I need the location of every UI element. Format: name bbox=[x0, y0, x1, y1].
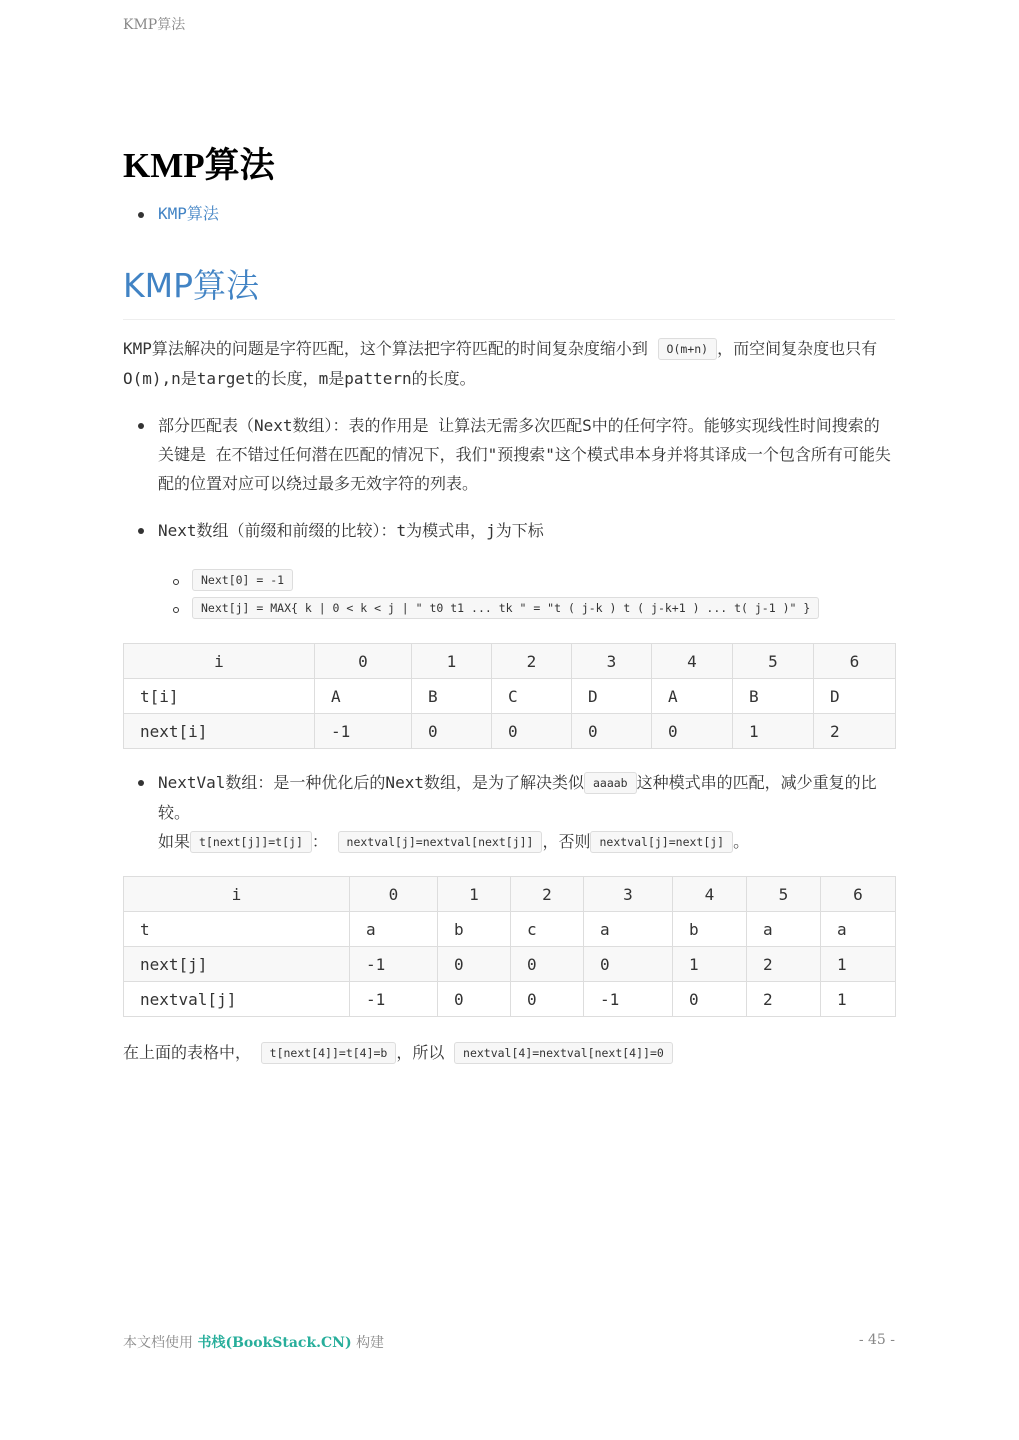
table-of-contents bbox=[123, 202, 219, 226]
table-header-cell: 4 bbox=[673, 877, 747, 912]
intro-paragraph bbox=[123, 334, 895, 393]
table-header-cell: 5 bbox=[747, 877, 821, 912]
footer-suffix: 构建 bbox=[356, 1335, 385, 1351]
table-cell: a bbox=[747, 912, 821, 947]
page-number: - 45 - bbox=[858, 1332, 895, 1348]
footer-brand-link[interactable]: 书栈(BookStack.CN) bbox=[197, 1335, 352, 1351]
table-cell: b bbox=[438, 912, 511, 947]
formula-list bbox=[158, 570, 819, 626]
table-cell: -1 bbox=[350, 982, 438, 1017]
table-row bbox=[124, 912, 896, 947]
table-header-row bbox=[124, 644, 896, 679]
table-header-cell: 6 bbox=[814, 644, 896, 679]
table-header-cell: 3 bbox=[584, 877, 673, 912]
nextval-lead: NextVal数组：是一种优化后的Next数组，是为了解决类似 bbox=[158, 773, 584, 792]
complexity-code: O(m+n) bbox=[658, 338, 718, 360]
then-code: nextval[j]=nextval[next[j]] bbox=[338, 831, 543, 853]
table-header-cell: i bbox=[124, 877, 350, 912]
table-cell: 2 bbox=[747, 947, 821, 982]
footer-credit bbox=[123, 1332, 384, 1352]
formula-item bbox=[158, 570, 819, 598]
toc-link-kmp[interactable]: KMP算法 bbox=[158, 204, 219, 223]
table-cell: 0 bbox=[584, 947, 673, 982]
table-cell: 0 bbox=[511, 947, 584, 982]
table-header-cell: 4 bbox=[652, 644, 733, 679]
bullet-list bbox=[123, 516, 895, 545]
intro-text: KMP算法解决的问题是字符匹配，这个算法把字符匹配的时间复杂度缩小到 bbox=[123, 339, 648, 358]
table-cell: 0 bbox=[511, 982, 584, 1017]
table-cell: a bbox=[821, 912, 896, 947]
table-cell: D bbox=[572, 679, 652, 714]
condition-code: t[next[j]]=t[j] bbox=[190, 831, 312, 853]
table-header-cell: 0 bbox=[350, 877, 438, 912]
table-cell: 0 bbox=[652, 714, 733, 749]
page-title: KMP算法 bbox=[123, 146, 275, 185]
else-code: nextval[j]=next[j] bbox=[590, 831, 733, 853]
table-cell: -1 bbox=[315, 714, 412, 749]
table-cell: B bbox=[733, 679, 814, 714]
bullet-nextval bbox=[123, 768, 895, 857]
table-cell: 0 bbox=[412, 714, 492, 749]
table-header-row bbox=[124, 877, 896, 912]
table-cell: D bbox=[814, 679, 896, 714]
table-cell: -1 bbox=[584, 982, 673, 1017]
table-cell: t bbox=[124, 912, 350, 947]
intro-text-tail: ，而空间复杂度也只有O(m),n是target的长度，m是pattern的长度。 bbox=[123, 339, 878, 388]
table-cell: 0 bbox=[438, 982, 511, 1017]
table-cell: 0 bbox=[438, 947, 511, 982]
table-cell: a bbox=[350, 912, 438, 947]
toc-item bbox=[123, 202, 219, 226]
nextval-tail: 这种模式串的匹配，减少重复的比较。 bbox=[158, 773, 877, 822]
example-code: aaaab bbox=[584, 772, 637, 794]
table-header-cell: 6 bbox=[821, 877, 896, 912]
table-cell: 0 bbox=[673, 982, 747, 1017]
table-cell: next[i] bbox=[124, 714, 315, 749]
table-cell: nextval[j] bbox=[124, 982, 350, 1017]
bullet-next-array: Next数组（前缀和前缀的比较）：t为模式串，j为下标 bbox=[123, 516, 895, 545]
formula-item bbox=[158, 598, 819, 626]
table-cell: -1 bbox=[350, 947, 438, 982]
colon: ： bbox=[311, 832, 328, 851]
table-cell: 0 bbox=[572, 714, 652, 749]
period: 。 bbox=[733, 832, 750, 851]
table-header-cell: 1 bbox=[412, 644, 492, 679]
table-cell: 1 bbox=[673, 947, 747, 982]
table-header-cell: i bbox=[124, 644, 315, 679]
bullet-partial-match: 部分匹配表（Next数组）：表的作用是 让算法无需多次匹配S中的任何字符。能够实现线性时间搜索的关键是 在不错过任何潜在匹配的情况下，我们"预搜索"这个模式串本身并将其译成一个包含所有可能失配的位置对应可以绕过最多无效字符的列表。 bbox=[123, 411, 895, 498]
table-cell: 1 bbox=[733, 714, 814, 749]
table-cell: b bbox=[673, 912, 747, 947]
section-heading: KMP算法 bbox=[123, 260, 895, 320]
conclusion-code-2: nextval[4]=nextval[next[4]]=0 bbox=[454, 1042, 673, 1064]
conclusion-lead: 在上面的表格中， bbox=[123, 1043, 252, 1062]
table-header-cell: 5 bbox=[733, 644, 814, 679]
table-cell: A bbox=[315, 679, 412, 714]
table-cell: B bbox=[412, 679, 492, 714]
formula-next-j: Next[j] = MAX{ k | 0 < k < j | " t0 t1 ... tk " = "t ( j-k ) t ( j-k+1 ) ... t( j-1 )" } bbox=[192, 597, 819, 619]
next-table bbox=[123, 643, 896, 749]
table-header-cell: 0 bbox=[315, 644, 412, 679]
footer-prefix: 本文档使用 bbox=[123, 1335, 193, 1351]
table-cell: 0 bbox=[492, 714, 572, 749]
conclusion-paragraph bbox=[123, 1038, 895, 1068]
formula-next-0: Next[0] = -1 bbox=[192, 569, 293, 591]
else-label: ，否则 bbox=[542, 832, 591, 851]
running-head: KMP算法 bbox=[123, 17, 186, 33]
table-cell: c bbox=[511, 912, 584, 947]
conclusion-code-1: t[next[4]]=t[4]=b bbox=[261, 1042, 397, 1064]
table-row bbox=[124, 947, 896, 982]
table-cell: C bbox=[492, 679, 572, 714]
table-cell: 1 bbox=[821, 947, 896, 982]
table-cell: A bbox=[652, 679, 733, 714]
table-cell: 2 bbox=[814, 714, 896, 749]
table-cell: a bbox=[584, 912, 673, 947]
table-cell: 2 bbox=[747, 982, 821, 1017]
bullet-list bbox=[123, 411, 895, 498]
table-row bbox=[124, 982, 896, 1017]
if-label: 如果 bbox=[158, 832, 191, 851]
table-header-cell: 2 bbox=[492, 644, 572, 679]
table-header-cell: 2 bbox=[511, 877, 584, 912]
table-header-cell: 1 bbox=[438, 877, 511, 912]
table-row bbox=[124, 714, 896, 749]
bullet-list bbox=[123, 768, 895, 857]
table-cell: next[j] bbox=[124, 947, 350, 982]
table-cell: 1 bbox=[821, 982, 896, 1017]
table-cell: t[i] bbox=[124, 679, 315, 714]
conclusion-middle: ，所以 bbox=[396, 1043, 445, 1062]
table-row bbox=[124, 679, 896, 714]
table-header-cell: 3 bbox=[572, 644, 652, 679]
nextval-table bbox=[123, 876, 896, 1017]
